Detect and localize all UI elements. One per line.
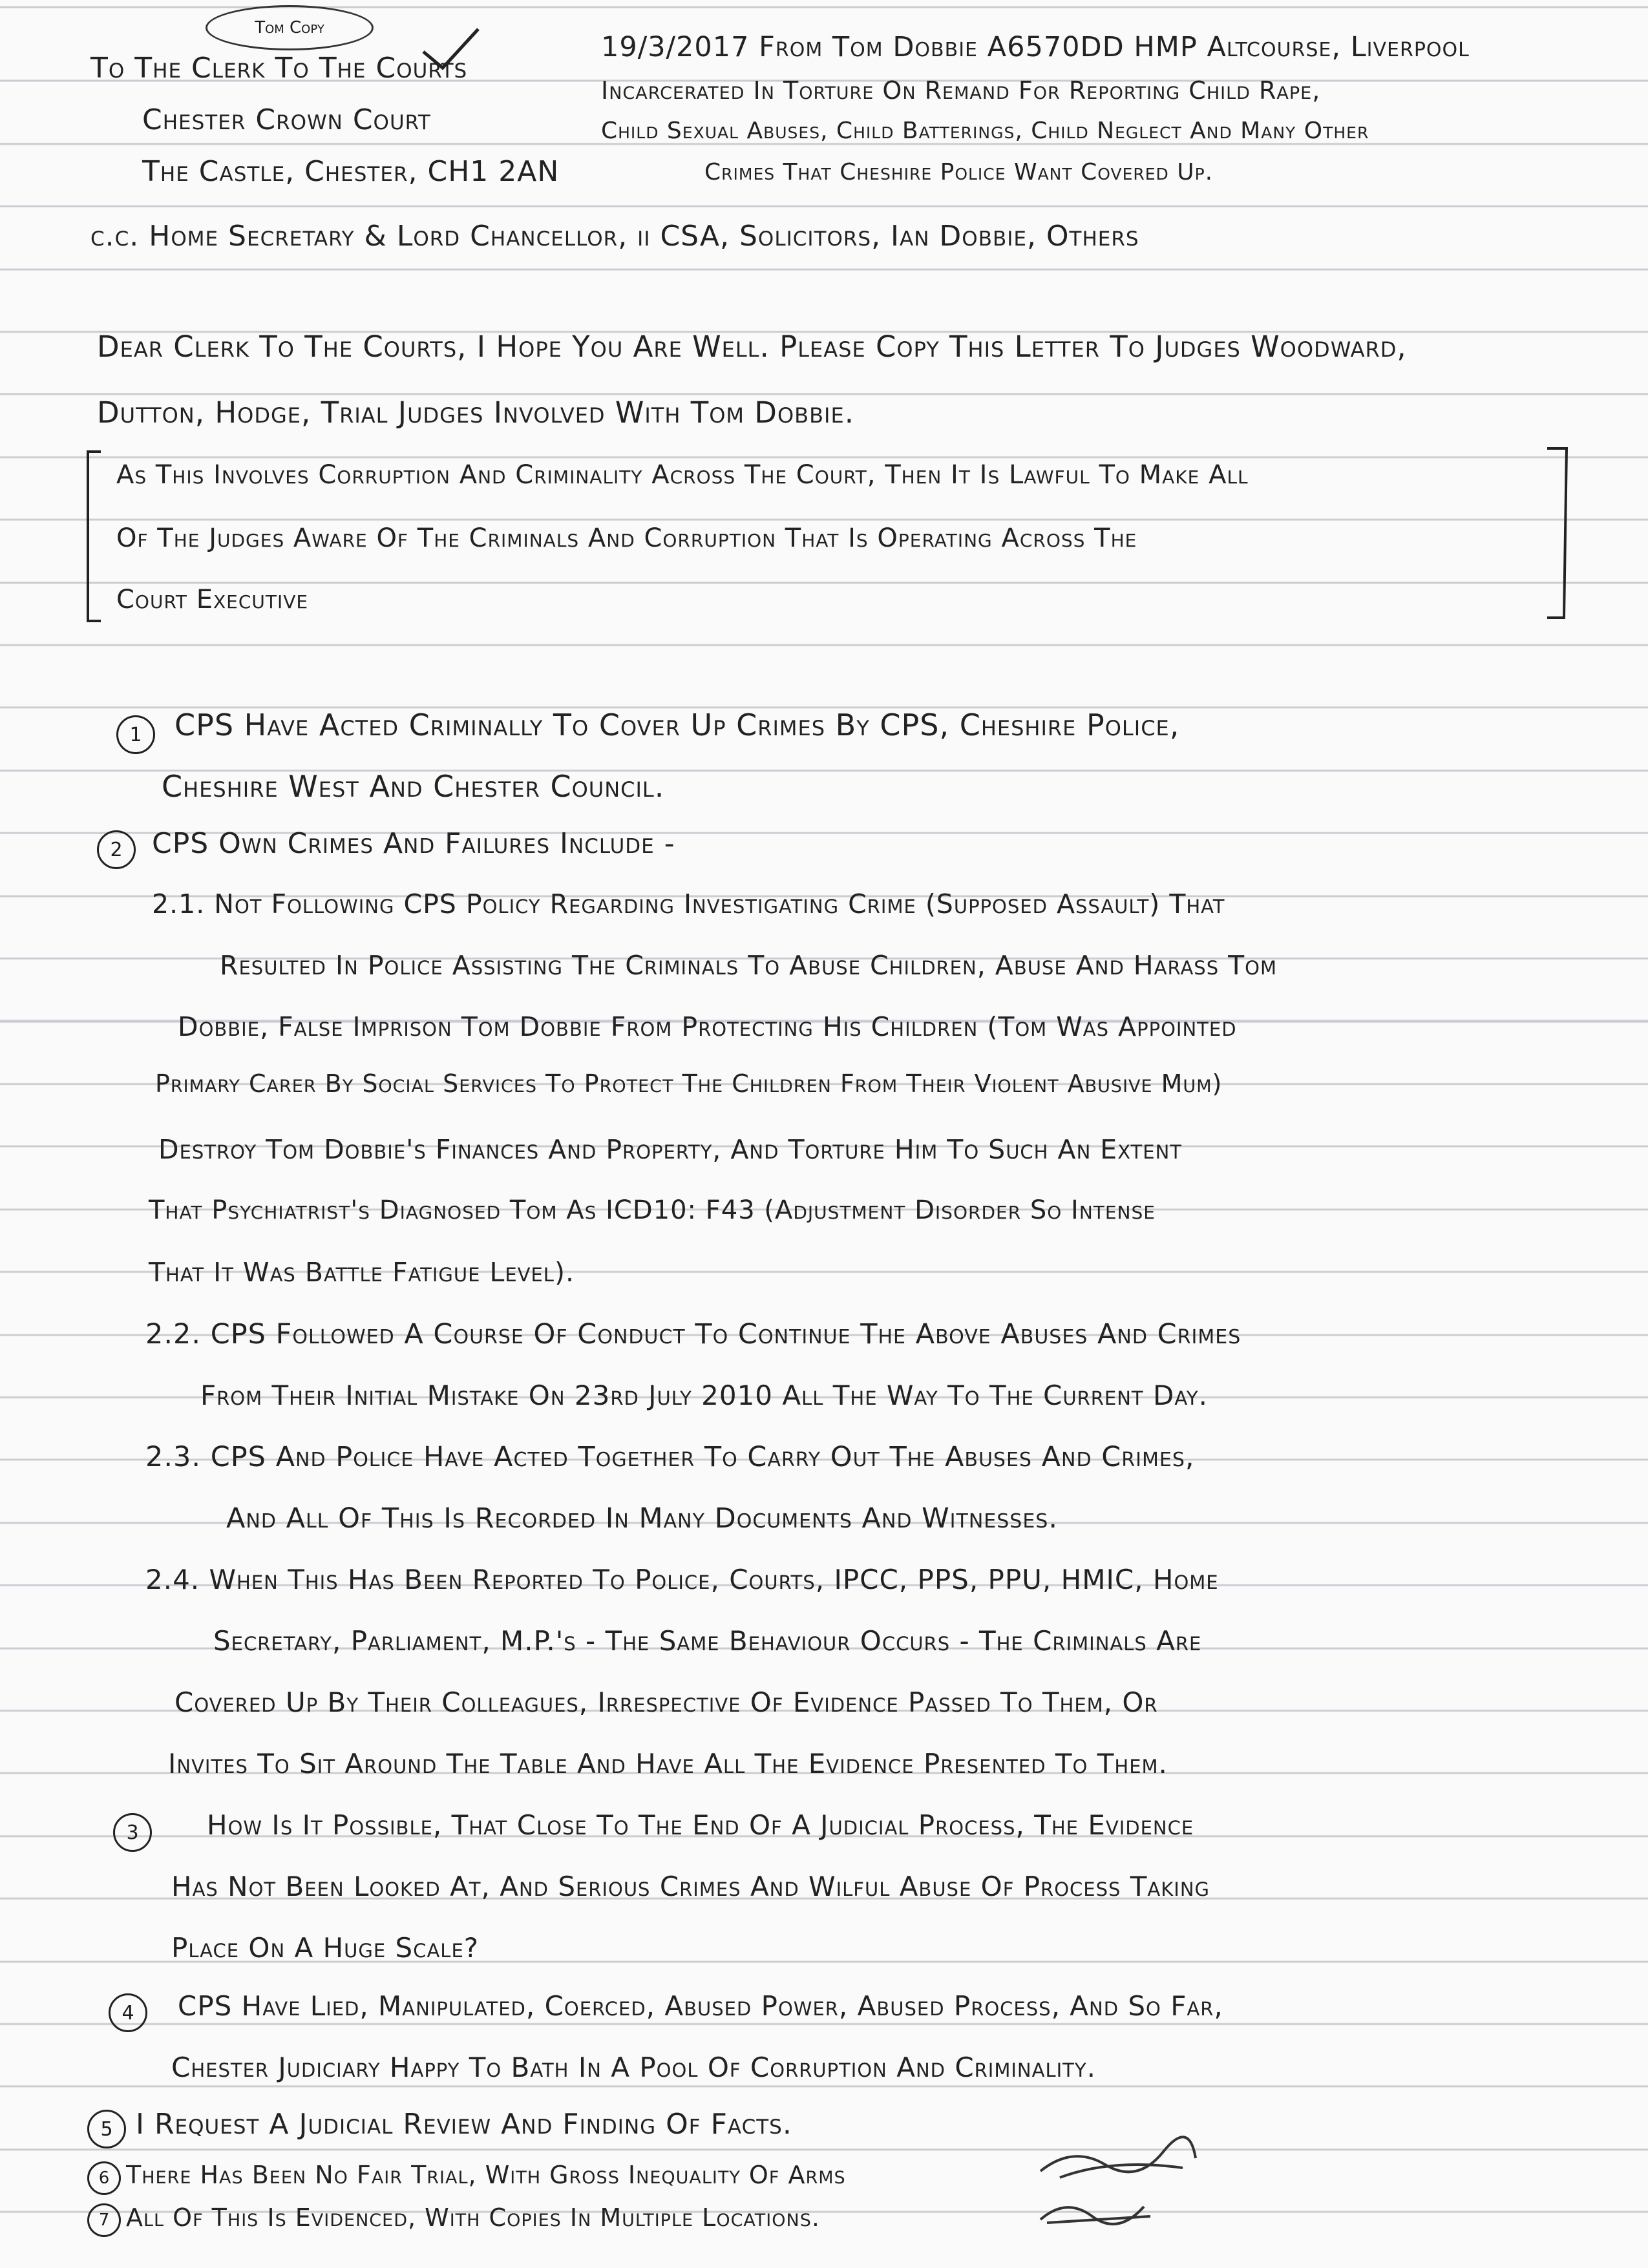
point-6-line-1: There Has Been No Fair Trial, With Gross Inequality Of Arms [126, 2161, 846, 2189]
point-3-line-3: Place On A Huge Scale? [171, 1932, 480, 1964]
greeting-line-2: Dutton, Hodge, Trial Judges Involved With Tom Dobbie. [97, 395, 855, 430]
point-2-2-line-1: 2.2. CPS Followed A Course Of Conduct To Continue The Above Abuses And Crimes [145, 1318, 1241, 1350]
point-2-3-line-1: 2.3. CPS And Police Have Acted Together To Carry Out The Abuses And Crimes, [145, 1441, 1195, 1473]
point-2-3-line-2: And All Of This Is Recorded In Many Documents And Witnesses. [226, 1502, 1059, 1535]
addressee-line-2: Chester Crown Court [142, 103, 431, 136]
point-2-2-line-2: From Their Initial Mistake On 23rd July 2010 All The Way To The Current Day. [200, 1380, 1208, 1411]
point-2-1-line-1: 2.1. Not Following CPS Policy Regarding Investigating Crime (Supposed Assault) That [152, 888, 1225, 919]
point-2-1-line-7: That It Was Battle Fatigue Level). [149, 1257, 575, 1288]
point-5-number: 5 [87, 2110, 126, 2148]
point-2-line-1: CPS Own Crimes And Failures Include - [152, 827, 675, 860]
point-1-line-2: Cheshire West And Chester Council. [162, 769, 665, 804]
point-1-line-1: CPS Have Acted Criminally To Cover Up Crimes By CPS, Cheshire Police, [174, 708, 1180, 742]
left-bracket [84, 449, 102, 624]
point-3-number: 3 [113, 1813, 152, 1852]
signature-scribble [1034, 2190, 1163, 2229]
right-bracket [1545, 446, 1570, 620]
point-2-1-line-5: Destroy Tom Dobbie's Finances And Property, And Torture Him To Such An Extent [158, 1134, 1182, 1165]
point-7-line-1: All Of This Is Evidenced, With Copies In Multiple Locations. [126, 2203, 820, 2232]
point-2-1-line-4: Primary Carer By Social Services To Protect The Children From Their Violent Abusive Mum) [155, 1069, 1223, 1098]
point-2-4-line-3: Covered Up By Their Colleagues, Irrespective Of Evidence Passed To Them, Or [174, 1686, 1158, 1718]
point-2-1-line-2: Resulted In Police Assisting The Criminals To Abuse Children, Abuse And Harass Tom [220, 950, 1278, 981]
sender-line-3: Child Sexual Abuses, Child Batterings, Child Neglect And Many Other [601, 118, 1369, 144]
sender-line-4: Crimes That Cheshire Police Want Covered Up. [704, 159, 1214, 185]
point-2-1-line-6: That Psychiatrist's Diagnosed Tom As ICD10: F43 (Adjustment Disorder So Intense [149, 1195, 1156, 1225]
note-line-1: As This Involves Corruption And Criminality Across The Court, Then It Is Lawful To Make All [116, 460, 1249, 490]
point-5-line-1: I Request A Judicial Review And Finding Of Facts. [136, 2108, 792, 2141]
point-4-line-2: Chester Judiciary Happy To Bath In A Pool Of Corruption And Criminality. [171, 2052, 1096, 2083]
point-6-number: 6 [87, 2161, 121, 2195]
point-2-1-line-3: Dobbie, False Imprison Tom Dobbie From Protecting His Children (Tom Was Appointed [178, 1011, 1237, 1042]
sender-line-1: 19/3/2017 From Tom Dobbie A6570DD HMP Altcourse, Liverpool [601, 31, 1470, 63]
note-line-2: Of The Judges Aware Of The Criminals And Corruption That Is Operating Across The [116, 523, 1137, 553]
point-3-line-1: How Is It Possible, That Close To The End Of A Judicial Process, The Evidence [207, 1809, 1194, 1841]
point-1-number: 1 [116, 715, 155, 754]
point-2-4-line-4: Invites To Sit Around The Table And Have All The Evidence Presented To Them. [168, 1748, 1168, 1780]
sender-line-2: Incarcerated In Torture On Remand For Reporting Child Rape, [601, 76, 1321, 105]
point-7-number: 7 [87, 2203, 121, 2237]
point-2-4-line-2: Secretary, Parliament, M.P.'s - The Same Behaviour Occurs - The Criminals Are [213, 1625, 1202, 1657]
copy-stamp-label: Tom Copy [255, 18, 324, 37]
point-4-line-1: CPS Have Lied, Manipulated, Coerced, Abused Power, Abused Process, And So Far, [178, 1990, 1223, 2022]
point-4-number: 4 [109, 1993, 147, 2032]
note-line-3: Court Executive [116, 585, 309, 614]
greeting-line-1: Dear Clerk To The Courts, I Hope You Are Well. Please Copy This Letter To Judges Woodward, [97, 330, 1407, 364]
scribble-mark [1034, 2132, 1202, 2184]
cc-line: c.c. Home Secretary & Lord Chancellor, ii CSA, Solicitors, Ian Dobbie, Others [90, 220, 1139, 253]
copy-stamp [206, 5, 374, 50]
addressee-line-1: To The Clerk To The Courts [90, 52, 468, 85]
point-2-4-line-1: 2.4. When This Has Been Reported To Police, Courts, IPCC, PPS, PPU, HMIC, Home [145, 1564, 1219, 1595]
point-2-number: 2 [97, 830, 136, 869]
addressee-line-3: The Castle, Chester, CH1 2AN [142, 155, 560, 188]
point-3-line-2: Has Not Been Looked At, And Serious Crimes And Wilful Abuse Of Process Taking [171, 1871, 1210, 1902]
